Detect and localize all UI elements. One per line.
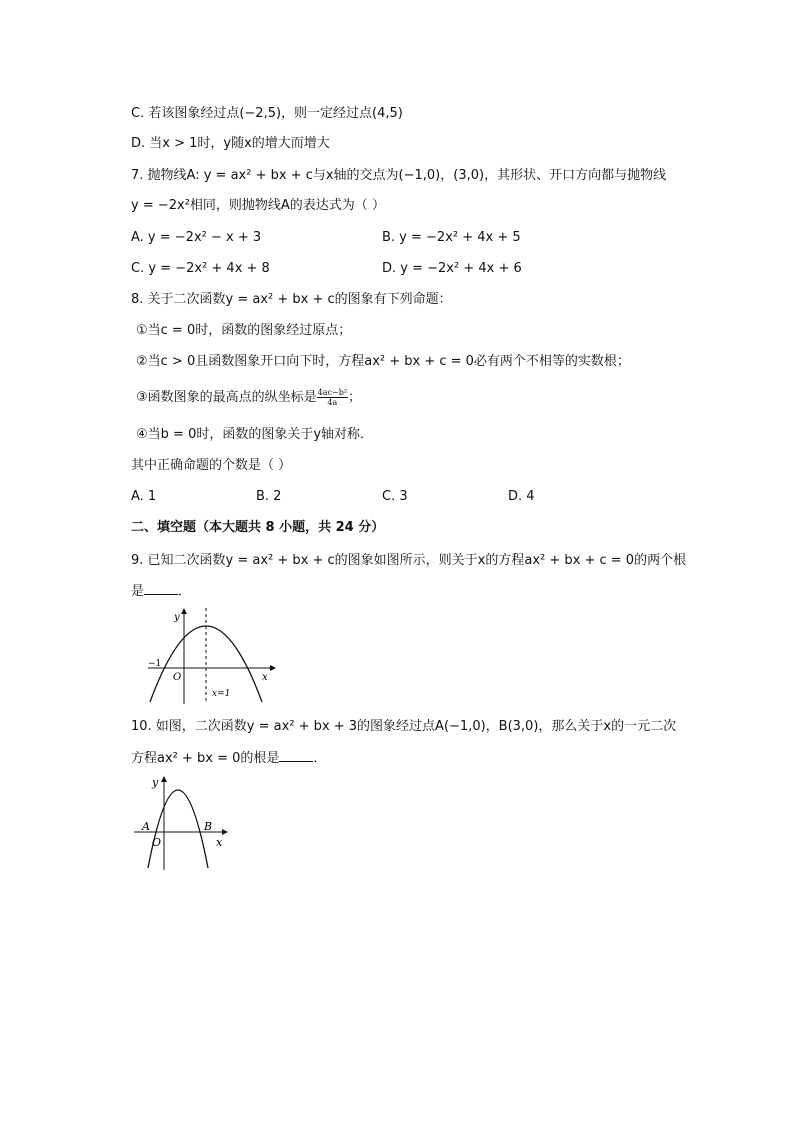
q9-y-label: y	[174, 612, 180, 623]
q9-stem-line1: 9. 已知二次函数y = ax² + bx + c的图象如图所示，则关于x的方程ax² + bx + c = 0的两个根	[131, 553, 687, 568]
q9-answer-blank[interactable]	[144, 582, 178, 595]
q8-option-a: A. 1	[131, 489, 157, 504]
q7-stem-line2: y = −2x²相同，则抛物线A的表达式为（ ）	[131, 198, 385, 213]
q8-proposition-2: ②当c > 0且函数图象开口向下时，方程ax² + bx + c = 0必有两个不相等的实数根；	[136, 354, 630, 369]
q8-proposition-3-end: ；	[348, 390, 362, 405]
q9-x-label: x	[262, 672, 268, 683]
q9-x-axis-arrow	[270, 665, 276, 671]
q9-stem-line2-text: 是	[131, 584, 145, 599]
q7-stem-line1: 7. 抛物线A: y = ax² + bx + c与x轴的交点为(−1,0)，(3,0)，其形状、开口方向都与抛物线	[131, 168, 667, 183]
q8-proposition-1: ①当c = 0时，函数的图象经过原点；	[136, 323, 352, 338]
q8-option-b: B. 2	[256, 489, 282, 504]
q8-proposition-3	[136, 388, 361, 407]
q9-symmetry-label: x=1	[212, 689, 231, 699]
q10-x-axis-arrow	[222, 829, 228, 835]
q9-stem-line2-end: ．	[178, 584, 192, 599]
q8-option-c: C. 3	[382, 489, 408, 504]
q7-option-d: D. y = −2x² + 4x + 6	[382, 261, 522, 276]
q8-fraction	[317, 388, 348, 407]
q7-option-a: A. y = −2x² − x + 3	[131, 230, 262, 245]
q10-y-axis-arrow	[161, 776, 167, 782]
q10-point-a-label: A	[142, 820, 150, 833]
q8-question: 其中正确命题的个数是（ ）	[131, 458, 292, 473]
q10-stem-line2-text: 方程ax² + bx = 0的根是	[131, 751, 280, 766]
q10-stem-line2	[131, 749, 326, 768]
q10-answer-blank[interactable]	[279, 749, 313, 762]
q10-parabola-curve	[148, 790, 208, 868]
q9-stem-line2	[131, 582, 191, 601]
q9-origin-label: O	[173, 672, 182, 683]
q8-proposition-4: ④当b = 0时，函数的图象关于y轴对称．	[136, 427, 374, 442]
q8-proposition-3-text: ③函数图象的最高点的纵坐标是	[136, 390, 317, 405]
q10-point-b-label: B	[204, 820, 213, 833]
q8-fraction-denominator: 4a	[327, 398, 338, 407]
section-2-heading: 二、填空题（本大题共 8 小题，共 24 分）	[131, 520, 385, 535]
q10-stem-line1: 10. 如图，二次函数y = ax² + bx + 3的图象经过点A(−1,0)，B(3,0)，那么关于x的一元二次	[131, 719, 677, 734]
q9-parabola-figure	[140, 606, 280, 706]
q8-fraction-numerator: 4ac−b²	[317, 388, 348, 397]
q10-x-label: x	[216, 836, 223, 849]
q7-option-b: B. y = −2x² + 4x + 5	[382, 230, 521, 245]
q10-y-label: y	[152, 776, 159, 789]
q8-option-d: D. 4	[508, 489, 535, 504]
q6-option-c: C. 若该图象经过点(−2,5)，则一定经过点(4,5)	[131, 106, 403, 121]
q7-option-c: C. y = −2x² + 4x + 8	[131, 261, 270, 276]
q10-stem-line2-end: ．	[313, 751, 327, 766]
q9-y-axis-arrow	[181, 608, 187, 614]
q10-parabola-figure	[130, 772, 230, 872]
q8-stem: 8. 关于二次函数y = ax² + bx + c的图象有下列命题：	[131, 292, 452, 307]
q9-neg-one-label: −1	[148, 659, 162, 669]
q10-origin-label: O	[152, 836, 162, 849]
q6-option-d: D. 当x > 1时，y随x的增大而增大	[131, 136, 330, 151]
